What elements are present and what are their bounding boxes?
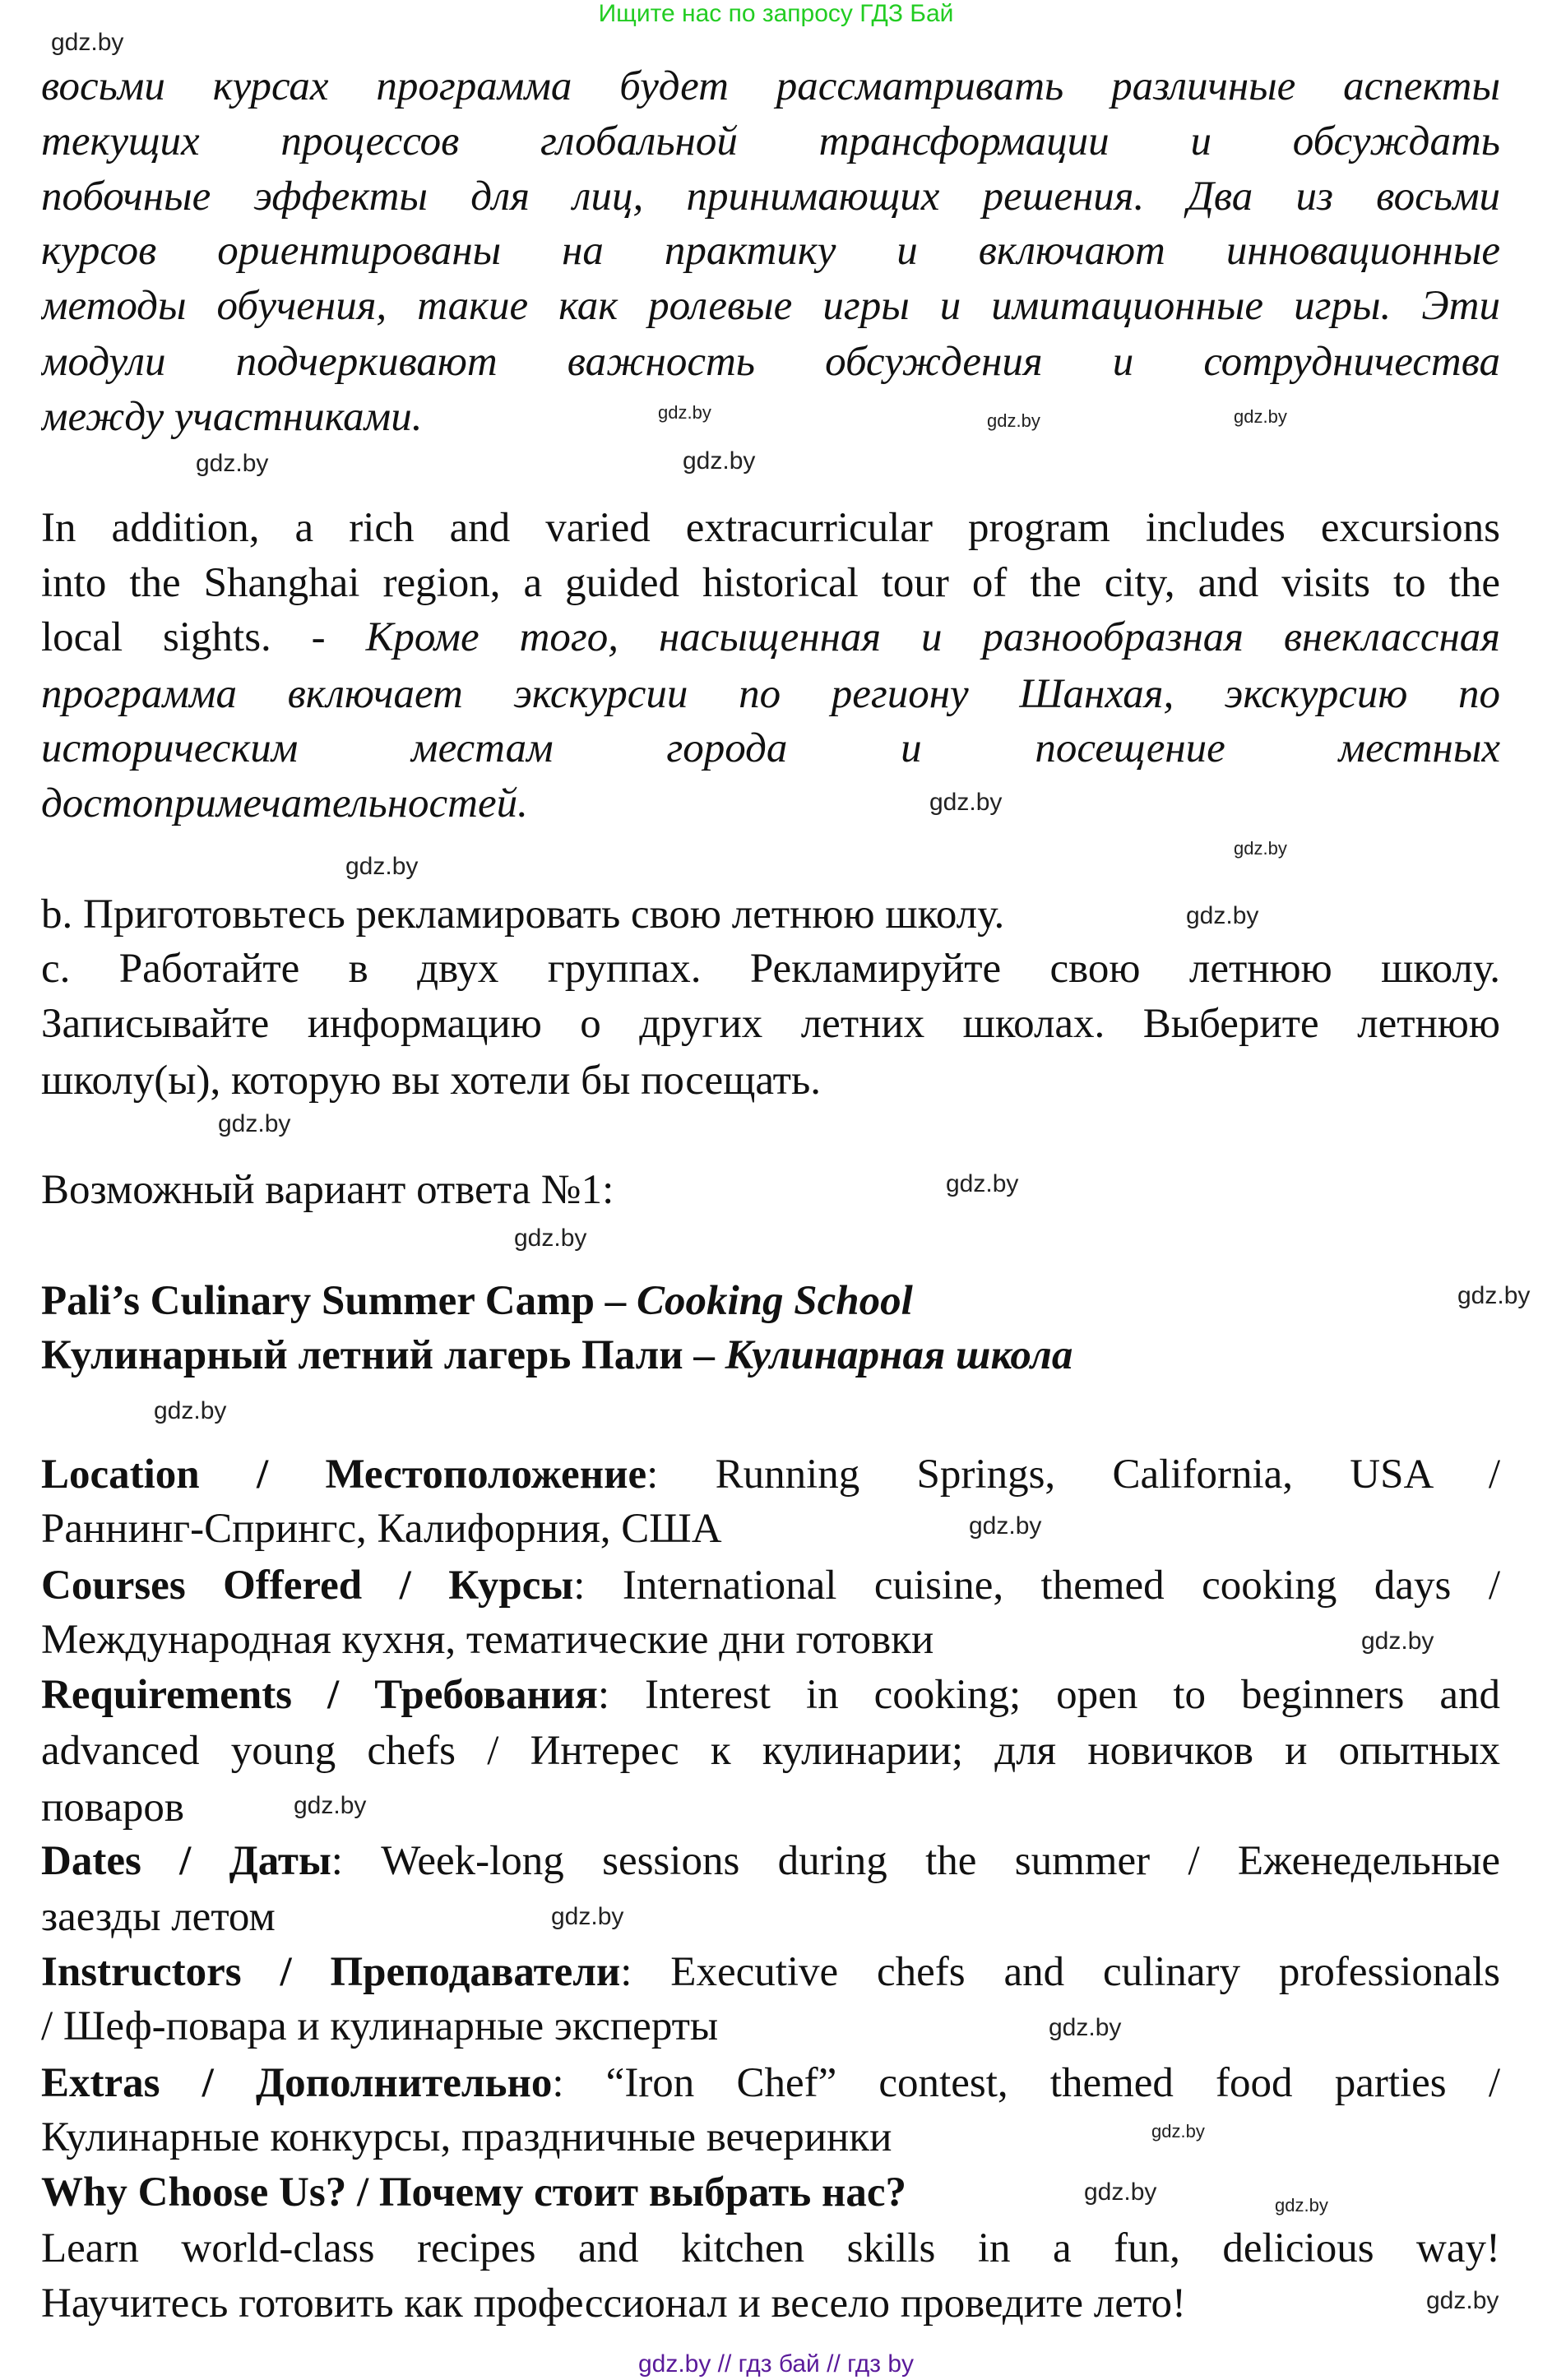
text-line (41, 887, 1004, 942)
text-segment: Learn world-class recipes and kitchen skills in a fun, delicious way! (41, 2225, 1500, 2271)
text-line (41, 59, 1500, 114)
text-line (41, 169, 1500, 225)
watermark-text: gdz.by (196, 450, 269, 477)
watermark-text: gdz.by (1186, 902, 1259, 929)
watermark-text: gdz.by (1084, 2179, 1157, 2206)
text-segment: заезды летом (41, 1894, 276, 1940)
text-segment: побочные эффекты для лиц, принимающих решения. Два из восьми (41, 174, 1500, 220)
text-segment: Научитесь готовить как профессионал и весело проведите лето! (41, 2280, 1186, 2327)
bold-label: Instructors / Преподаватели (41, 1949, 621, 1995)
text-line (41, 1890, 276, 1945)
watermark-text: gdz.by (345, 853, 419, 880)
text-line (41, 1328, 1073, 1383)
text-line (41, 2221, 1500, 2276)
watermark-text: gdz.by (294, 1792, 367, 1819)
text-line (41, 2110, 892, 2165)
watermark-text: gdz.by (1234, 406, 1287, 427)
text-line (41, 667, 1500, 722)
watermark-text: gdz.by (1275, 2195, 1328, 2216)
text-segment: восьми курсах программа будет рассматривать различные аспекты (41, 63, 1500, 109)
watermark-text: gdz.by (514, 1225, 587, 1252)
text-segment: Возможный вариант ответа №1: (41, 1167, 614, 1213)
watermark-text: gdz.by (969, 1512, 1042, 1540)
text-segment: : Executive chefs and culinary professionals (620, 1949, 1500, 1995)
bold-label: Why Choose Us? / Почему стоит выбрать нас? (41, 2169, 907, 2216)
bold-label: Location / Местоположение (41, 1452, 647, 1498)
text-segment: c. Работайте в двух группах. Рекламируйте свою летнюю школу. (41, 946, 1500, 992)
footer-links[interactable]: gdz.by // гдз бай // гдз by (637, 2350, 915, 2378)
bold-label: Кулинарная школа (725, 1332, 1073, 1378)
text-segment: поваров (41, 1785, 184, 1831)
watermark-text: gdz.by (154, 1397, 227, 1424)
text-line (41, 1834, 1500, 1889)
watermark-text: gdz.by (946, 1170, 1019, 1197)
watermark-text: gdz.by (987, 410, 1040, 431)
text-line (41, 1053, 821, 1109)
text-segment: local sights. - (41, 614, 366, 660)
watermark-text: gdz.by (929, 789, 1003, 816)
text-line (41, 1274, 913, 1329)
text-segment: достопримечательностей. (41, 780, 528, 827)
text-segment: : Week-long sessions during the summer / Еженедельные (331, 1838, 1500, 1884)
text-segment: историческим местам города и посещение местных (41, 725, 1500, 771)
text-line (41, 2056, 1500, 2111)
text-line (41, 1447, 1500, 1503)
text-line (41, 942, 1500, 997)
bold-label: Dates / Даты (41, 1838, 331, 1884)
text-segment: : International cuisine, themed cooking days / (573, 1563, 1500, 1609)
bold-label: Cooking School (636, 1278, 913, 1324)
watermark-text: gdz.by (1457, 1282, 1531, 1309)
watermark-text: gdz.by (1426, 2287, 1499, 2314)
watermark-text: gdz.by (1049, 2014, 1122, 2041)
text-segment: : “Iron Chef” contest, themed food parties / (552, 2060, 1500, 2106)
text-segment: : Interest in cooking; open to beginners and (597, 1672, 1500, 1718)
text-line (41, 335, 1500, 390)
text-segment: школу(ы), которую вы хотели бы посещать. (41, 1058, 821, 1104)
bold-label: Pali’s Culinary Summer Camp – (41, 1278, 637, 1324)
watermark-text: gdz.by (1234, 838, 1287, 859)
watermark-text: gdz.by (658, 402, 711, 423)
text-line (41, 1724, 1500, 1779)
text-segment: программа включает экскурсии по региону Шанхая, экскурсию по (41, 671, 1500, 717)
text-line (41, 1613, 934, 1668)
bold-label: Extras / Дополнительно (41, 2060, 553, 2106)
text-line (41, 556, 1500, 611)
text-line (41, 610, 1500, 665)
text-line (41, 2276, 1186, 2331)
text-segment: текущих процессов глобальной трансформации и обсуждать (41, 118, 1500, 164)
text-segment: : Running Springs, California, USA / (646, 1452, 1500, 1498)
text-line (41, 224, 1500, 279)
text-line (41, 1163, 614, 1218)
text-segment: b. Приготовьтесь рекламировать свою летнюю школу. (41, 891, 1005, 938)
text-line (41, 2165, 906, 2220)
text-segment: into the Shanghai region, a guided historical tour of the city, and visits to the (41, 560, 1500, 606)
bold-label: Кулинарный летний лагерь Пали – (41, 1332, 725, 1378)
watermark-text: gdz.by (683, 447, 756, 475)
text-line (41, 501, 1500, 556)
text-segment: Международная кухня, тематические дни готовки (41, 1617, 934, 1663)
bold-label: Courses Offered / Курсы (41, 1563, 574, 1609)
text-line (41, 1668, 1500, 1723)
text-segment: Записывайте информацию о других летних школах. Выберите летнюю (41, 1001, 1500, 1047)
text-line (41, 1780, 184, 1836)
text-segment: Раннинг-Спрингс, Калифорния, США (41, 1506, 722, 1552)
text-line (41, 390, 422, 445)
bold-label: Requirements / Требования (41, 1672, 598, 1718)
text-line (41, 776, 528, 831)
watermark-text: gdz.by (218, 1110, 291, 1137)
text-segment: курсов ориентированы на практику и включают инновационные (41, 228, 1500, 274)
text-segment: Кулинарные конкурсы, праздничные вечеринки (41, 2114, 892, 2160)
text-line (41, 1999, 718, 2054)
text-segment: Кроме того, насыщенная и разнообразная внеклассная (365, 614, 1500, 660)
text-line (41, 1558, 1500, 1614)
text-segment: In addition, a rich and varied extracurricular program includes excursions (41, 505, 1500, 551)
watermark-text: gdz.by (1151, 2121, 1205, 2142)
text-line (41, 997, 1500, 1052)
watermark-text: gdz.by (551, 1903, 624, 1930)
text-segment: между участниками. (41, 394, 423, 440)
text-segment: модули подчеркивают важность обсуждения и сотрудничества (41, 339, 1500, 385)
text-line (41, 1502, 722, 1557)
text-line (41, 721, 1500, 776)
text-line (41, 114, 1500, 169)
search-banner: Ищите нас по запросу ГДЗ Бай (598, 0, 954, 27)
watermark-text: gdz.by (51, 29, 124, 56)
text-line (41, 1945, 1500, 2000)
text-line (41, 279, 1500, 334)
watermark-text: gdz.by (1361, 1628, 1434, 1655)
text-segment: / Шеф-повара и кулинарные эксперты (41, 2003, 719, 2049)
text-segment: методы обучения, такие как ролевые игры и имитационные игры. Эти (41, 283, 1500, 329)
text-segment: advanced young chefs / Интерес к кулинарии; для новичков и опытных (41, 1728, 1500, 1774)
